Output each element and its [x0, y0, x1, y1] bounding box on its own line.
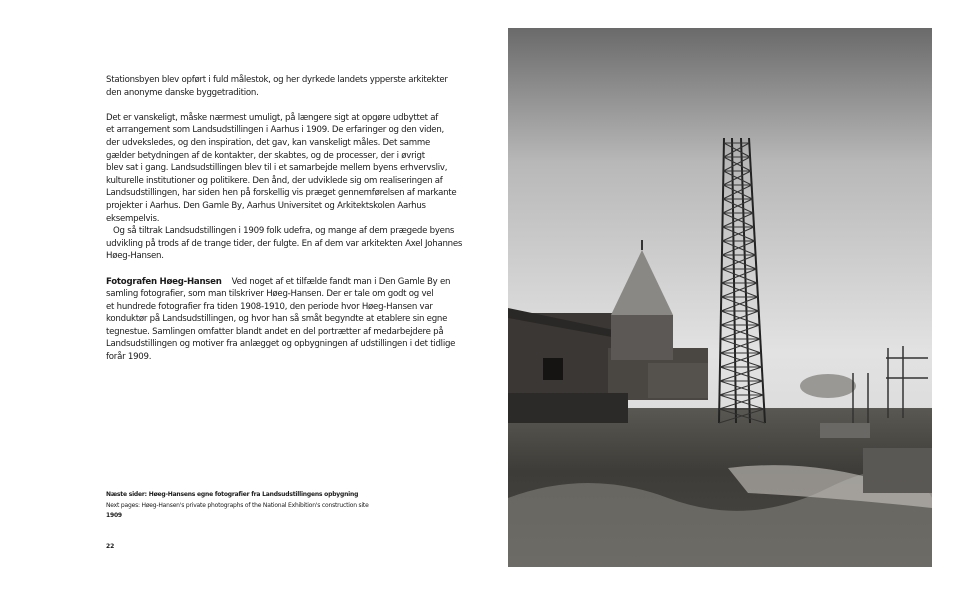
text-line: forår 1909.: [106, 352, 152, 363]
text-line: konduktør på Landsudstillingen, og hvor han så småt begyndte at etablere sin egne: [106, 314, 448, 325]
text-line: den anonyme danske byggetradition.: [106, 87, 259, 98]
text-line: Stationsbyen blev opført i fuld målestok, og her dyrkede landets ypperste arkitekter: [106, 75, 448, 85]
section-heading: Fotografen Høeg-Hansen: [106, 276, 222, 287]
section-photographer: [106, 276, 456, 364]
text-line: Landsudstillingen, har siden hen på forskellig vis præget gennemførelsen af markante: [106, 188, 457, 199]
historic-photograph: [508, 28, 932, 567]
paragraph-2: [106, 112, 457, 225]
text-line: blev sat i gang. Landsudstillingen blev til i et samarbejde mellem byens erhvervsliv,: [106, 163, 448, 174]
photo-illustration: [508, 28, 932, 567]
caption-english: Next pages: Høeg-Hansen's private photographs of the National Exhibition's construction site: [106, 501, 369, 509]
text-line: kulturelle institutioner og politikere. Den ånd, der udviklede sig om realiseringen af: [106, 175, 443, 186]
intro-paragraph: [106, 74, 448, 99]
caption-danish: Næste sider: Høeg-Hansens egne fotografier fra Landsudstillingens opbygning: [106, 491, 359, 498]
text-line: der udveksledes, og den inspiration, det gav, kan vanskeligt måles. Det samme: [106, 137, 431, 148]
text-line: Landsudstillingen og motiver fra anlægget og opbygningen af udstillingen i det tidlige: [106, 339, 456, 350]
text-line: projekter i Aarhus. Den Gamle By, Aarhus Universitet og Arkitektskolen Aarhus: [106, 200, 426, 211]
text-line: et hundrede fotografier fra tiden 1908-1910, den periode hvor Høeg-Hansen var: [106, 301, 433, 312]
paragraph-3: [106, 225, 463, 263]
text-line: eksempelvis.: [106, 213, 160, 224]
text-line: Ved noget af et tilfælde fandt man i Den Gamle By en: [231, 276, 451, 287]
photo-caption: [106, 490, 369, 522]
text-line: udvikling på trods af de trange tider, der fulgte. En af dem var arkitekten Axel Johannes: [106, 238, 463, 249]
text-line: Og så tiltrak Landsudstillingen i 1909 folk udefra, og mange af dem prægede byens: [113, 226, 455, 237]
text-line: et arrangement som Landsudstillingen i Aarhus i 1909. De erfaringer og den viden,: [106, 125, 445, 136]
caption-year: 1909: [106, 512, 122, 519]
page-number: 22: [106, 543, 115, 550]
text-line: Det er vanskeligt, måske nærmest umuligt, på længere sigt at opgøre udbyttet af: [106, 112, 439, 123]
text-line: samling fotografier, som man tilskriver Høeg-Hansen. Der er tale om godt og vel: [106, 289, 434, 300]
text-line: Høeg-Hansen.: [106, 251, 164, 262]
body-text: [106, 74, 463, 364]
text-line: gælder betydningen af de kontakter, der skabtes, og de processer, der i øvrigt: [106, 150, 425, 161]
text-line: tegnestue. Samlingen omfatter blandt andet en del portrætter af medarbejdere på: [106, 326, 444, 337]
